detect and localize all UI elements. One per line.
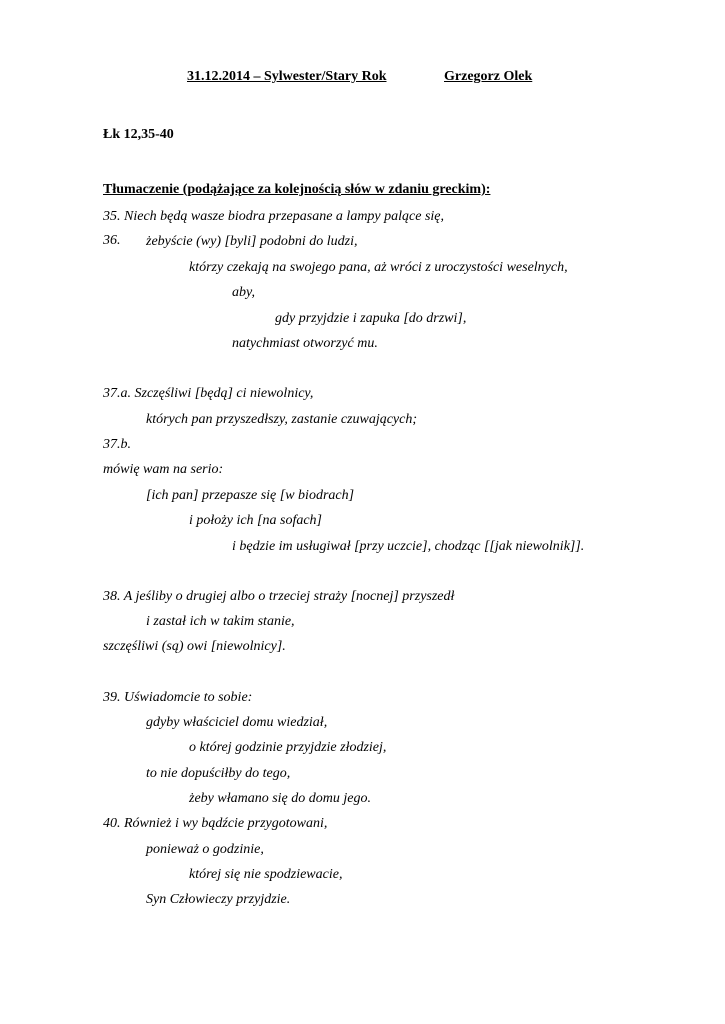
- scripture-reference: Łk 12,35-40: [103, 127, 174, 142]
- verse-39-line-3: o której godzinie przyjdzie złodziej,: [189, 740, 387, 755]
- verse-37b-line-4: i będzie im usługiwał [przy uczcie], chodząc [[jak niewolnik]].: [232, 539, 585, 554]
- verse-35: 35. Niech będą wasze biodra przepasane a lampy palące się,: [103, 209, 445, 224]
- verse-37a: 37.a. Szczęśliwi [będą] ci niewolnicy,: [103, 386, 314, 401]
- verse-36-line-5: natychmiast otworzyć mu.: [232, 336, 378, 351]
- verse-39-line-4: to nie dopuściłby do tego,: [146, 766, 291, 781]
- verse-37b-line-2: [ich pan] przepasze się [w biodrach]: [146, 488, 355, 503]
- verse-37b: mówię wam na serio:: [103, 462, 224, 477]
- verse-40-line-2: ponieważ o godzinie,: [146, 842, 264, 857]
- document-title: 31.12.2014 – Sylwester/Stary Rok: [187, 69, 387, 84]
- verse-36-line-4: gdy przyjdzie i zapuka [do drzwi],: [275, 311, 467, 326]
- verse-39-line-2: gdyby właściciel domu wiedział,: [146, 715, 328, 730]
- verse-40-line-3: której się nie spodziewacie,: [189, 867, 343, 882]
- document-author: Grzegorz Olek: [444, 69, 533, 84]
- verse-39: 39. Uświadomcie to sobie:: [103, 690, 253, 705]
- verse-40: 40. Również i wy bądźcie przygotowani,: [103, 816, 328, 831]
- verse-38: 38. A jeśliby o drugiej albo o trzeciej straży [nocnej] przyszedł: [103, 589, 455, 604]
- verse-38-line-3: szczęśliwi (są) owi [niewolnicy].: [103, 639, 286, 654]
- verse-37b-line-3: i położy ich [na sofach]: [189, 513, 322, 528]
- verse-36-line-3: aby,: [232, 285, 255, 300]
- verse-36-line-2: którzy czekają na swojego pana, aż wróci z uroczystości weselnych,: [189, 260, 568, 275]
- translation-heading: Tłumaczenie (podążające za kolejnością słów w zdaniu greckim):: [103, 182, 491, 197]
- verse-37b-number: 37.b.: [103, 437, 131, 452]
- verse-38-line-2: i zastał ich w takim stanie,: [146, 614, 295, 629]
- verse-36: żebyście (wy) [byli] podobni do ludzi,: [146, 234, 358, 249]
- verse-39-line-5: żeby włamano się do domu jego.: [189, 791, 371, 806]
- verse-40-line-4: Syn Człowieczy przyjdzie.: [146, 892, 291, 907]
- verse-37a-line-2: których pan przyszedłszy, zastanie czuwających;: [146, 412, 418, 427]
- verse-36-number: 36.: [103, 233, 121, 248]
